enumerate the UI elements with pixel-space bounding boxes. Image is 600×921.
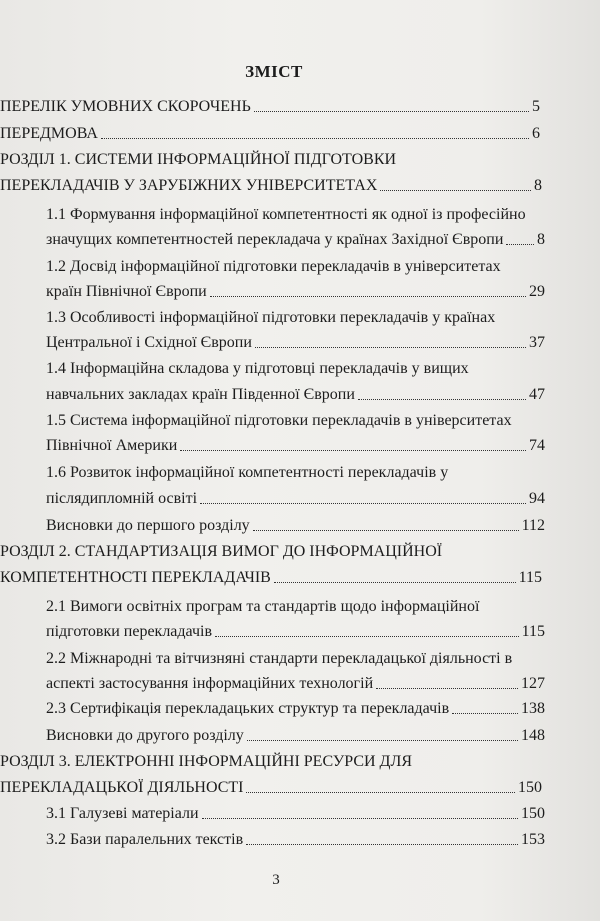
- toc-entry: [0, 124, 540, 144]
- toc-entry-text: 1.1 Формування інформаційної компетентності як одної із професійно: [46, 206, 526, 223]
- toc-entry-text: 1.6 Розвиток інформаційної компетентності перекладачів у: [46, 464, 449, 481]
- dot-leader: [452, 712, 518, 714]
- toc-entry-text: РОЗДІЛ 1. СИСТЕМИ ІНФОРМАЦІЙНОЇ ПІДГОТОВКИ: [0, 151, 397, 168]
- dot-leader: [358, 398, 526, 400]
- dot-leader: [274, 581, 516, 583]
- toc-entry-text: РОЗДІЛ 3. ЕЛЕКТРОННІ ІНФОРМАЦІЙНІ РЕСУРСИ ДЛЯ: [0, 753, 412, 770]
- dot-leader: [246, 791, 515, 793]
- toc-entry-page: 115: [518, 569, 542, 586]
- toc-entry: [0, 778, 542, 798]
- toc-entry: [0, 176, 542, 196]
- dot-leader: [101, 137, 529, 139]
- toc-entry-page: 153: [521, 831, 545, 848]
- toc-entry-text: Висновки до другого розділу: [46, 727, 244, 744]
- dot-leader: [246, 843, 518, 845]
- toc-entry: [46, 622, 545, 642]
- toc-entry-page: 127: [521, 675, 545, 692]
- toc-entry-text: 3.2 Бази паралельних текстів: [46, 831, 244, 848]
- dot-leader: [254, 110, 529, 112]
- toc-entry: [46, 230, 545, 250]
- toc-entry-page: 6: [532, 125, 540, 142]
- toc-entry: [46, 205, 545, 225]
- dot-leader: [380, 189, 531, 191]
- toc-entry-page: 8: [537, 231, 545, 248]
- toc-entry-text: Північної Америки: [46, 437, 178, 454]
- toc-entry: [46, 463, 545, 483]
- dot-leader: [247, 739, 518, 741]
- toc-entry: [46, 649, 545, 669]
- toc-entry-page: 37: [529, 334, 545, 351]
- toc-entry-text: 1.2 Досвід інформаційної підготовки перекладачів в університетах: [46, 258, 501, 275]
- toc-entry-page: 150: [521, 805, 545, 822]
- toc-entry-text: 1.3 Особливості інформаційної підготовки перекладачів у країнах: [46, 309, 496, 326]
- toc-entry-text: значущих компетентностей перекладача у країнах Західної Європи: [46, 231, 504, 248]
- toc-entry-text: ПЕРЕКЛАДАЦЬКОЇ ДІЯЛЬНОСТІ: [0, 779, 244, 796]
- toc-entry-text: 1.5 Система інформаційної підготовки перекладачів в університетах: [46, 412, 512, 429]
- toc-entry-page: 115: [521, 623, 545, 640]
- toc-entry-page: 5: [532, 98, 540, 115]
- toc-entry: [46, 699, 545, 719]
- toc-entry-page: 74: [529, 437, 545, 454]
- toc-entry-text: ПЕРЕДМОВА: [0, 125, 98, 142]
- toc-entry: [46, 516, 545, 536]
- dot-leader: [202, 817, 518, 819]
- toc-entry-text: 2.2 Міжнародні та вітчизняні стандарти перекладацької діяльності в: [46, 650, 513, 667]
- toc-entry: [46, 597, 545, 617]
- toc-entry-text: Центральної і Східної Європи: [46, 334, 252, 351]
- toc-entry-text: Висновки до першого розділу: [46, 517, 250, 534]
- dot-leader: [253, 529, 519, 531]
- toc-entry: [46, 385, 545, 405]
- toc-entry-page: 94: [529, 490, 545, 507]
- dot-leader: [376, 687, 518, 689]
- toc-entry: [0, 542, 530, 562]
- toc-entry: [46, 308, 545, 328]
- toc-entry: [46, 359, 545, 379]
- toc-entry: [46, 804, 545, 824]
- toc-entry-text: ПЕРЕЛІК УМОВНИХ СКОРОЧЕНЬ: [0, 98, 251, 115]
- toc-entry-text: КОМПЕТЕНТНОСТІ ПЕРЕКЛАДАЧІВ: [0, 569, 271, 586]
- toc-entry-text: післядипломній освіті: [46, 490, 198, 507]
- toc-entry-page: 8: [534, 177, 542, 194]
- toc-entry: [46, 411, 545, 431]
- page-number: 3: [272, 872, 280, 888]
- toc-entry-text: 2.3 Сертифікація перекладацьких структур та перекладачів: [46, 700, 450, 717]
- toc-entry-text: навчальних закладах країн Південної Європи: [46, 386, 355, 403]
- toc-entry-text: країн Північної Європи: [46, 283, 207, 300]
- toc-entry-text: аспекті застосування інформаційних технологій: [46, 675, 374, 692]
- toc-entry: [0, 97, 540, 117]
- toc-entry-text: ПЕРЕКЛАДАЧІВ У ЗАРУБІЖНИХ УНІВЕРСИТЕТАХ: [0, 177, 378, 194]
- toc-entry: [46, 830, 545, 850]
- toc-entry: [0, 150, 530, 170]
- toc-entry: [46, 257, 545, 277]
- toc-entry-text: 3.1 Галузеві матеріали: [46, 805, 199, 822]
- dot-leader: [180, 449, 526, 451]
- toc-entry-page: 29: [529, 283, 545, 300]
- toc-entry-page: 148: [521, 727, 545, 744]
- toc-entry: [0, 568, 542, 588]
- toc-entry-page: 150: [518, 779, 542, 796]
- toc-entry: [46, 489, 545, 509]
- toc-entry-page: 112: [521, 517, 545, 534]
- toc-entry: [46, 282, 545, 302]
- page-title: ЗМІСТ: [245, 62, 303, 81]
- dot-leader: [215, 635, 519, 637]
- toc-entry: [46, 674, 545, 694]
- toc-entry: [46, 333, 545, 353]
- toc-entry-page: 47: [529, 386, 545, 403]
- toc-entry-text: 1.4 Інформаційна складова у підготовці перекладачів у вищих: [46, 360, 469, 377]
- dot-leader: [210, 295, 526, 297]
- dot-leader: [200, 502, 526, 504]
- toc-entry: [0, 752, 530, 772]
- dot-leader: [255, 346, 526, 348]
- toc-entry-text: 2.1 Вимоги освітніх програм та стандартів щодо інформаційної: [46, 598, 480, 615]
- toc-entry-page: 138: [521, 700, 545, 717]
- toc-entry-text: підготовки перекладачів: [46, 623, 213, 640]
- toc-entry-text: РОЗДІЛ 2. СТАНДАРТИЗАЦІЯ ВИМОГ ДО ІНФОРМАЦІЙНОЇ: [0, 543, 443, 560]
- toc-entry: [46, 726, 545, 746]
- dot-leader: [506, 243, 534, 245]
- toc-entry: [46, 436, 545, 456]
